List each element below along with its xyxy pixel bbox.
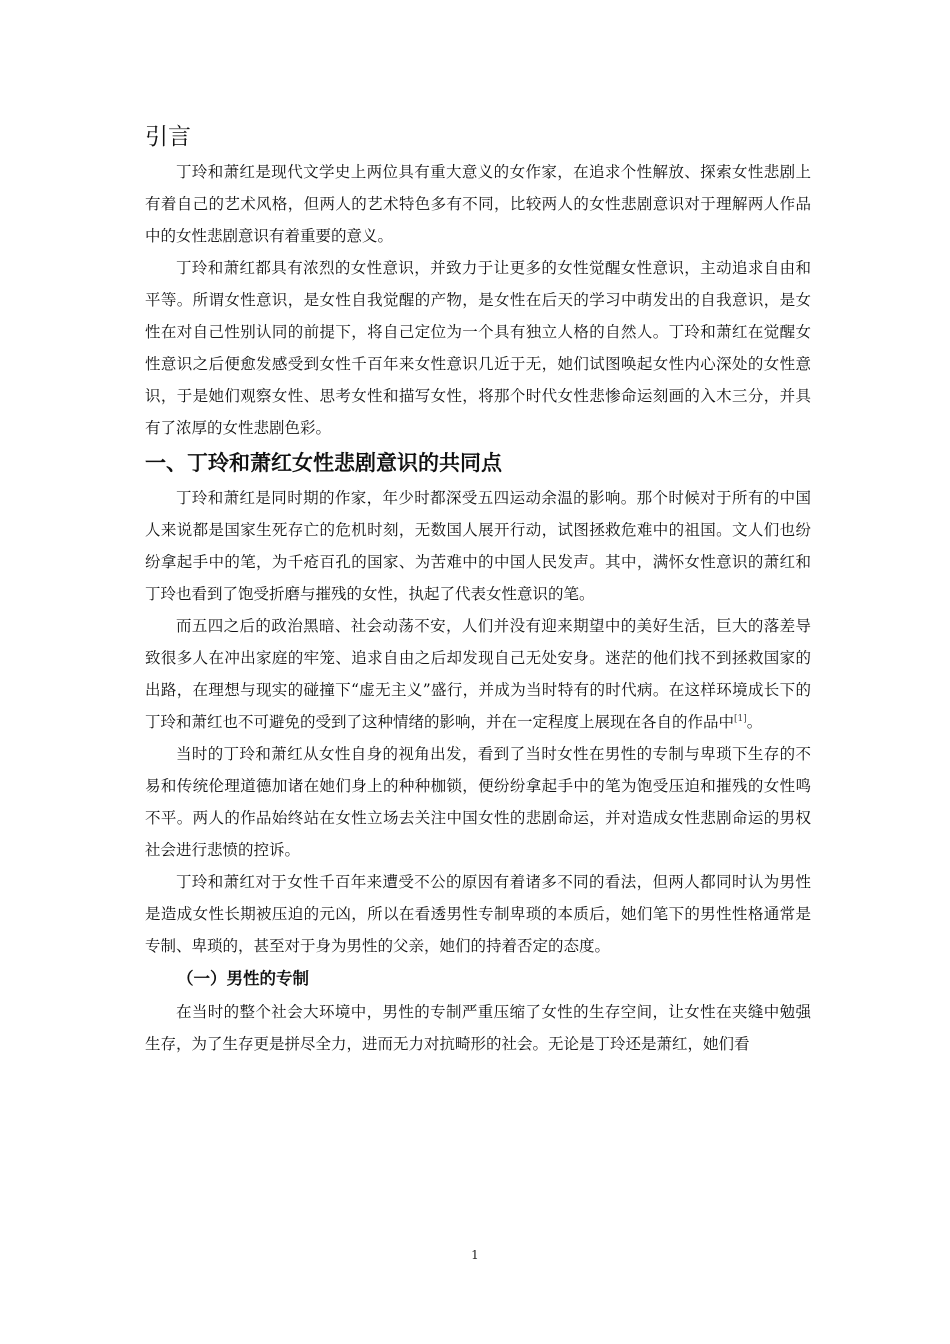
page-content bbox=[145, 120, 811, 1060]
page-number: 1 bbox=[471, 1248, 479, 1262]
section1-paragraph-3: 当时的丁玲和萧红从女性自身的视角出发，看到了当时女性在男性的专制与卑琐下生存的不易和传统伦理道德加诸在她们身上的种种枷锁，便纷纷拿起手中的笔为饱受压迫和摧残的女性鸣不平。两人的作品始终站在女性立场去关注中国女性的悲剧命运，并对造成女性悲剧命运的男权社会进行悲愤的控诉。 bbox=[145, 745, 811, 859]
section1-paragraph-2 bbox=[145, 610, 811, 738]
section1-paragraph-1: 丁玲和萧红是同时期的作家，年少时都深受五四运动余温的影响。那个时候对于所有的中国人来说都是国家生死存亡的危机时刻，无数国人展开行动，试图拯救危难中的祖国。文人们也纷纷拿起手中的笔，为千疮百孔的国家、为苦难中的中国人民发声。其中，满怀女性意识的萧红和丁玲也看到了饱受折磨与摧残的女性，执起了代表女性意识的笔。 bbox=[145, 489, 811, 603]
section1-paragraph-4: 丁玲和萧红对于女性千百年来遭受不公的原因有着诸多不同的看法，但两人都同时认为男性是造成女性长期被压迫的元凶，所以在看透男性专制卑琐的本质后，她们笔下的男性性格通常是专制、卑琐的，甚至对于身为男性的父亲，她们的持着否定的态度。 bbox=[145, 873, 811, 955]
intro-paragraph-2: 丁玲和萧红都具有浓烈的女性意识，并致力于让更多的女性觉醒女性意识，主动追求自由和平等。所谓女性意识，是女性自我觉醒的产物，是女性在后天的学习中萌发出的自我意识，是女性在对自己性别认同的前提下，将自己定位为一个具有独立人格的自然人。丁玲和萧红在觉醒女性意识之后便愈发感受到女性千百年来女性意识几近于无，她们试图唤起女性内心深处的女性意识，于是她们观察女性、思考女性和描写女性，将那个时代女性悲惨命运刻画的入木三分，并具有了浓厚的女性悲剧色彩。 bbox=[145, 259, 811, 437]
section1-paragraph-2-text: 而五四之后的政治黑暗、社会动荡不安，人们并没有迎来期望中的美好生活，巨大的落差导致很多人在冲出家庭的牢笼、追求自由之后却发现自己无处安身。迷茫的他们找不到拯救国家的出路，在理想与现实的碰撞下“虚无主义”盛行，并成为当时特有的时代病。在这样环境成长下的丁玲和萧红也不可避免的受到了这种情绪的影响，并在一定程度上展现在各自的作品中 bbox=[145, 617, 811, 731]
subsection1-paragraph-1: 在当时的整个社会大环境中，男性的专制严重压缩了女性的生存空间，让女性在夹缝中勉强生存，为了生存更是拼尽全力，进而无力对抗畸形的社会。无论是丁玲还是萧红，她们看 bbox=[145, 1003, 811, 1053]
heading-section-1: 一、丁玲和萧红女性悲剧意识的共同点 bbox=[145, 451, 502, 475]
citation-marker[interactable]: [1] bbox=[734, 713, 747, 724]
heading-intro: 引言 bbox=[145, 124, 191, 150]
heading-subsection-1: （一）男性的专制 bbox=[177, 969, 309, 988]
section1-paragraph-2-end: 。 bbox=[746, 713, 763, 731]
intro-paragraph-1: 丁玲和萧红是现代文学史上两位具有重大意义的女作家，在追求个性解放、探索女性悲剧上有着自己的艺术风格，但两人的艺术特色多有不同，比较两人的女性悲剧意识对于理解两人作品中的女性悲剧意识有着重要的意义。 bbox=[145, 163, 811, 245]
